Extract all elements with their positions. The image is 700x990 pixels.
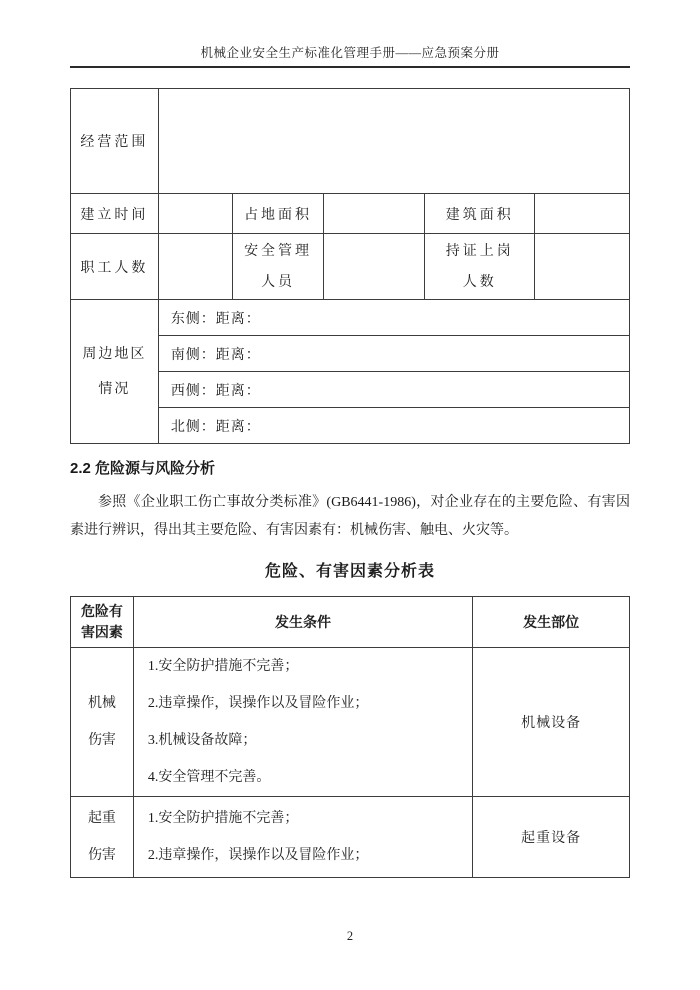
- location-lifting: 起重设备: [473, 797, 630, 878]
- factor-line: 伤害: [87, 848, 116, 863]
- factor-line: 机械: [87, 696, 116, 711]
- surrounding-label-line2: 情况: [98, 381, 131, 397]
- table-row: [71, 234, 630, 300]
- surrounding-north: 北侧：距离：: [158, 408, 629, 444]
- employee-count-label: 职工人数: [71, 234, 159, 300]
- business-scope-label: 经营范围: [71, 89, 159, 194]
- business-scope-value: [158, 89, 629, 194]
- safety-staff-label-line1: 安全管理: [244, 243, 313, 259]
- header-rule: [70, 66, 630, 68]
- factor-line: 伤害: [87, 733, 116, 748]
- factor-line: 起重: [87, 811, 116, 826]
- surrounding-west: 西侧：距离：: [158, 372, 629, 408]
- table-header-row: [71, 597, 630, 648]
- body-paragraph: 参照《企业职工伤亡事故分类标准》(GB6441-1986)，对企业存在的主要危险、有害因素进行辨识，得出其主要危险、有害因素有：机械伤害、触电、火灾等。: [70, 495, 630, 538]
- running-head-title: 机械企业安全生产标准化管理手册——应急预案分册: [200, 46, 500, 60]
- conditions-mechanical: [133, 648, 472, 797]
- certified-label: [425, 234, 535, 300]
- certified-label-line1: 持证上岗: [445, 243, 514, 259]
- surrounding-label-line1: 周边地区: [82, 346, 147, 362]
- condition-item: 2.违章操作，误操作以及冒险作业；: [147, 696, 369, 711]
- surrounding-area-label: [71, 300, 159, 444]
- condition-item: 1.安全防护措施不完善；: [147, 811, 299, 826]
- table-row: [71, 89, 630, 194]
- header-location: 发生部位: [473, 597, 630, 648]
- location-mechanical: 机械设备: [473, 648, 630, 797]
- page-number: 2: [346, 929, 354, 943]
- condition-item: 3.机械设备故障；: [147, 733, 257, 748]
- section-heading: 2.2 危险源与风险分析: [70, 460, 216, 477]
- header-factor: [71, 597, 134, 648]
- hazard-table-title: 危险、有害因素分析表: [264, 563, 435, 580]
- table-row: [71, 797, 630, 878]
- condition-item: 2.违章操作，误操作以及冒险作业；: [147, 848, 369, 863]
- table-row: [71, 648, 630, 797]
- header-factor-line2: 害因素: [80, 624, 123, 640]
- conditions-lifting: [133, 797, 472, 878]
- header-factor-line1: 危险有: [80, 603, 123, 619]
- factor-mechanical: [71, 648, 134, 797]
- factor-lifting: [71, 797, 134, 878]
- header-condition: 发生条件: [133, 597, 472, 648]
- table-row: [71, 300, 630, 336]
- employee-count-value: [158, 234, 232, 300]
- certified-label-line2: 人数: [462, 274, 497, 290]
- land-area-value: [324, 194, 425, 234]
- building-area-label: 建筑面积: [425, 194, 535, 234]
- establish-time-value: [158, 194, 232, 234]
- establish-time-label: 建立时间: [71, 194, 159, 234]
- table-row: [71, 194, 630, 234]
- safety-staff-label-line2: 人员: [261, 274, 296, 290]
- hazard-analysis-table: [70, 596, 630, 878]
- safety-staff-value: [324, 234, 425, 300]
- certified-value: [535, 234, 630, 300]
- condition-item: 1.安全防护措施不完善；: [147, 659, 299, 674]
- safety-staff-label: [232, 234, 324, 300]
- surrounding-east: 东侧：距离：: [158, 300, 629, 336]
- surrounding-south: 南侧：距离：: [158, 336, 629, 372]
- building-area-value: [535, 194, 630, 234]
- enterprise-info-table: [70, 88, 630, 444]
- condition-item: 4.安全管理不完善。: [147, 770, 271, 785]
- land-area-label: 占地面积: [232, 194, 324, 234]
